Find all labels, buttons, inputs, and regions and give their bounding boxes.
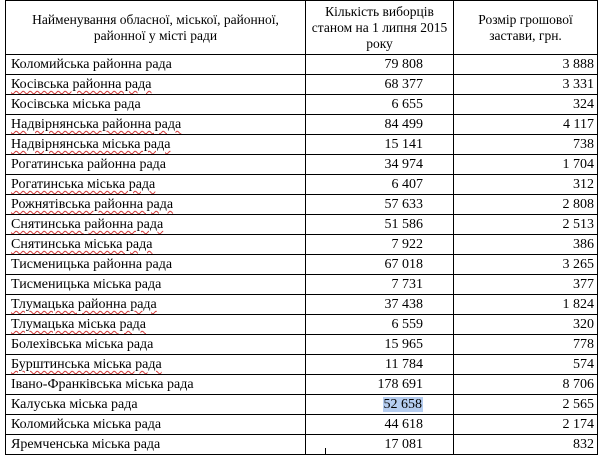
- deposit-amount: 377: [573, 277, 594, 292]
- voters-count: 7 922: [391, 237, 423, 252]
- deposit-amount: 2 808: [562, 197, 594, 212]
- council-name: Калуська міська рада: [11, 397, 138, 412]
- voters-count: 79 808: [384, 57, 423, 72]
- voters-count: 7 731: [391, 277, 423, 292]
- text-cursor-mark: [325, 448, 326, 455]
- council-name: Тисменицька міська рада: [11, 277, 162, 292]
- voters-count: 57 633: [384, 197, 423, 212]
- council-name: Надвірнянська міська рада: [11, 137, 171, 152]
- deposit-amount: 8 706: [562, 377, 594, 392]
- voters-count: 6 655: [391, 97, 423, 112]
- voters-count: 15 141: [384, 137, 423, 152]
- council-name: Рогатинська міська рада: [11, 177, 156, 192]
- table-row: [6, 275, 598, 295]
- table-row: [6, 135, 598, 155]
- deposit-amount: 738: [573, 137, 594, 152]
- deposit-amount: 2 565: [562, 397, 594, 412]
- voters-count: 68 377: [384, 77, 423, 92]
- deposit-amount: 2 174: [562, 417, 594, 432]
- deposit-amount: 574: [573, 357, 594, 372]
- table-row: [6, 255, 598, 275]
- deposit-amount: 3 331: [562, 77, 594, 92]
- table-row: [6, 315, 598, 335]
- deposit-amount: 320: [573, 317, 594, 332]
- council-name: Тисменицька районна рада: [11, 257, 173, 272]
- council-name: Рогатинська районна рада: [11, 157, 166, 172]
- voters-count: 51 586: [384, 217, 423, 232]
- deposit-amount: 324: [573, 97, 594, 112]
- voters-count: 6 407: [391, 177, 423, 192]
- header-council-name: Найменування обласної, міської, районної, районної у місті ради: [6, 1, 306, 55]
- table-row: [6, 55, 598, 75]
- council-name: Бурштинська міська рада: [11, 357, 162, 372]
- council-name: Надвірнянська районна рада: [11, 117, 182, 132]
- deposit-amount: 3 888: [562, 57, 594, 72]
- council-name: Тлумацька міська рада: [11, 317, 147, 332]
- deposit-amount: 832: [573, 437, 594, 452]
- table-row: [6, 175, 598, 195]
- table-row: [6, 395, 598, 415]
- voters-count: 37 438: [384, 297, 423, 312]
- deposit-amount: 2 513: [562, 217, 594, 232]
- table-row: [6, 95, 598, 115]
- council-name: Косівська районна рада: [11, 77, 152, 92]
- table-row: [6, 295, 598, 315]
- table-row: [6, 115, 598, 135]
- council-name: Болехівська міська рада: [11, 337, 154, 352]
- deposit-amount: 386: [573, 237, 594, 252]
- table-row: [6, 435, 598, 455]
- voters-count: 84 499: [384, 117, 423, 132]
- voters-count: 11 784: [385, 357, 423, 372]
- voters-count-selected: 52 658: [383, 397, 422, 412]
- council-name: Коломийська районна рада: [11, 57, 172, 72]
- table-row: [6, 375, 598, 395]
- table-header-row: [6, 1, 598, 55]
- header-voters-count: Кількість виборців станом на 1 липня 2015 року: [306, 1, 454, 55]
- table-row: [6, 235, 598, 255]
- deposit-amount: 312: [573, 177, 594, 192]
- voters-count: 34 974: [384, 157, 423, 172]
- council-name: Коломийська міська рада: [11, 417, 162, 432]
- deposit-amount: 1 704: [562, 157, 594, 172]
- deposit-amount: 4 117: [563, 117, 594, 132]
- table-row: [6, 155, 598, 175]
- deposit-amount: 778: [573, 337, 594, 352]
- table-row: [6, 335, 598, 355]
- voters-count: 17 081: [384, 437, 423, 452]
- table-row: [6, 75, 598, 95]
- council-name: Снятинська районна рада: [11, 217, 164, 232]
- council-name: Тлумацька районна рада: [11, 297, 157, 312]
- table-row: [6, 355, 598, 375]
- voters-count: 6 559: [391, 317, 423, 332]
- header-deposit-amount: Розмір грошової застави, грн.: [454, 1, 598, 55]
- voters-count: 44 618: [384, 417, 423, 432]
- voters-count: 15 965: [384, 337, 423, 352]
- council-name: Снятинська міська рада: [11, 237, 153, 252]
- council-name: Косівська міська рада: [11, 97, 141, 112]
- voters-deposit-table: [5, 0, 598, 455]
- table-row: [6, 215, 598, 235]
- council-name: Івано-Франківська міська рада: [11, 377, 194, 392]
- voters-count: 67 018: [384, 257, 423, 272]
- council-name: Яремченська міська рада: [11, 437, 161, 452]
- table-row: [6, 415, 598, 435]
- table-row: [6, 195, 598, 215]
- deposit-amount: 1 824: [562, 297, 594, 312]
- voters-count: 178 691: [377, 377, 423, 392]
- deposit-amount: 3 265: [562, 257, 594, 272]
- council-name: Рожнятівська районна рада: [11, 197, 174, 212]
